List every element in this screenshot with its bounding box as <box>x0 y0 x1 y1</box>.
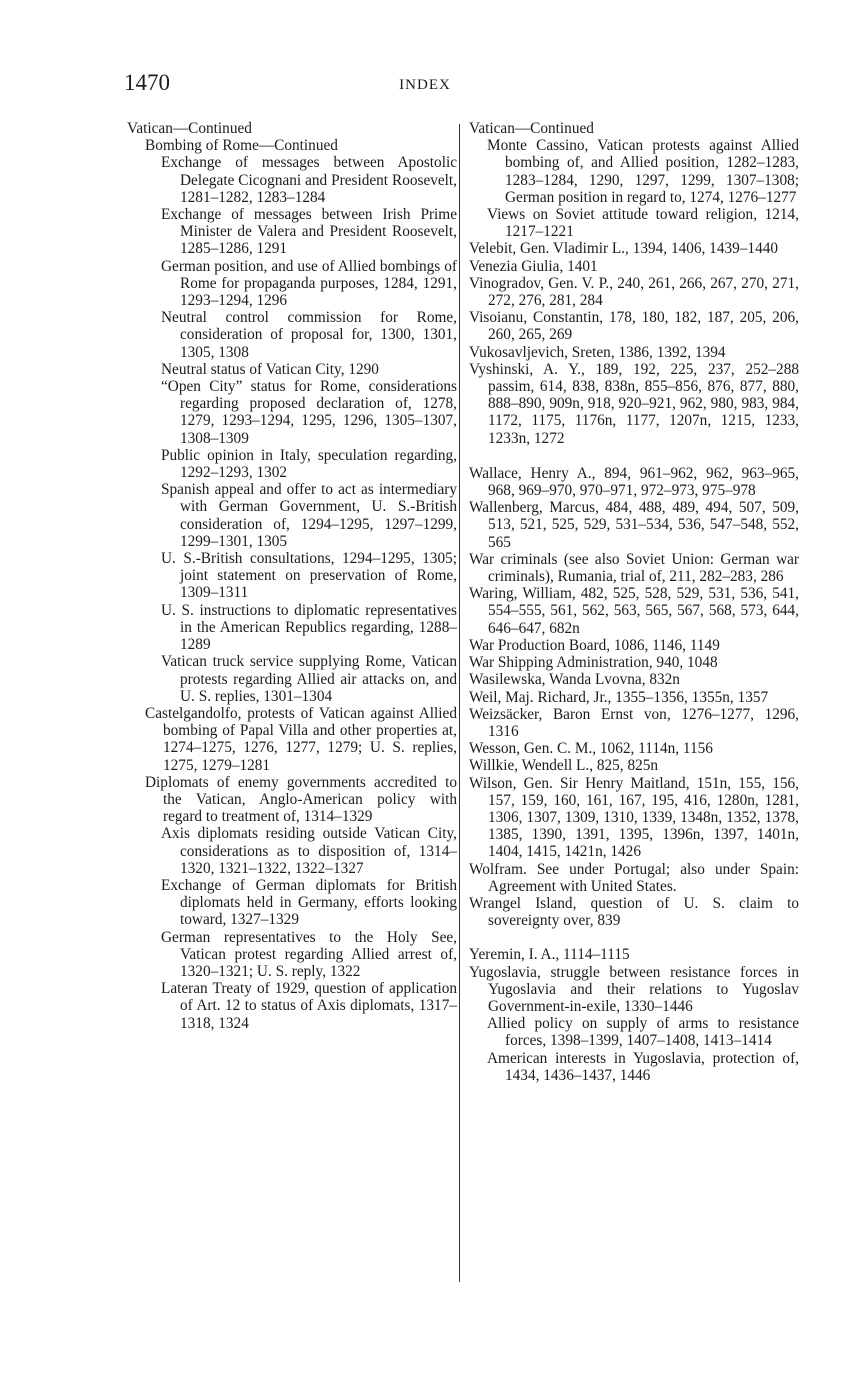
index-entry: War criminals (see also Soviet Union: German war criminals), Rumania, trial of, 211, 282–283, 286 <box>469 550 799 586</box>
index-subsubentry: Exchange of German diplomats for British diplomats held in Germany, efforts looking toward, 1327–1329 <box>161 876 457 929</box>
letter-group-gap <box>469 447 799 465</box>
index-subsubentry: Public opinion in Italy, speculation regarding, 1292–1293, 1302 <box>161 446 457 482</box>
letter-group-gap <box>469 929 799 946</box>
index-entry: Wallenberg, Marcus, 484, 488, 489, 494, 507, 509, 513, 521, 525, 529, 531–534, 536, 547–548, 552, 565 <box>469 499 799 551</box>
index-entry: Venezia Giulia, 1401 <box>469 257 598 275</box>
index-subentry: Castelgandolfo, protests of Vatican against Allied bombing of Papal Villa and other properties at, 1274–1275, 1276, 1277, 1279; U. S. replies, 1275, 1279–1281 <box>145 704 457 774</box>
index-entry: Willkie, Wendell L., 825, 825n <box>469 757 659 775</box>
index-subsubentry: Vatican truck service supplying Rome, Vatican protests regarding Allied air attacks on, and U. S. replies, 1301–1304 <box>161 653 457 705</box>
index-subsubentry: Spanish appeal and offer to act as intermediary with German Government, U. S.-British consideration of, 1294–1295, 1297–1299, 1299–1301, 1305 <box>161 481 457 550</box>
index-entry: Vatican—Continued <box>469 120 594 137</box>
index-subsubentry: Axis diplomats residing outside Vatican City, considerations as to disposition of, 1314–1320, 1321–1322, 1322–1327 <box>161 825 457 877</box>
index-entry: Wrangel Island, question of U. S. claim to sovereignty over, 839 <box>469 894 799 930</box>
page-header <box>0 70 850 110</box>
index-subentry: Views on Soviet attitude toward religion, 1214, 1217–1221 <box>487 206 799 241</box>
index-subsubentry: U. S.-British consultations, 1294–1295, 1305; joint statement on preservation of Rome, 1309–1311 <box>161 550 457 602</box>
index-entry: Weil, Maj. Richard, Jr., 1355–1356, 1355n, 1357 <box>469 688 769 706</box>
index-entry: Waring, William, 482, 525, 528, 529, 531, 536, 541, 554–555, 561, 562, 563, 565, 567, 568, 573, 644, 646–647, 682n <box>469 585 799 637</box>
index-subentry: American interests in Yugoslavia, protection of, 1434, 1436–1437, 1446 <box>487 1049 799 1084</box>
index-subsubentry: Lateran Treaty of 1929, question of application of Art. 12 to status of Axis diplomats, 1317–1318, 1324 <box>161 980 457 1032</box>
index-subsubentry: German position, and use of Allied bombings of Rome for propaganda purposes, 1284, 1291, 1293–1294, 1296 <box>161 257 457 310</box>
right-column <box>469 120 799 1084</box>
index-entry: Wesson, Gen. C. M., 1062, 1114n, 1156 <box>469 740 713 758</box>
index-entry: War Production Board, 1086, 1146, 1149 <box>469 636 720 654</box>
index-entry: Velebit, Gen. Vladimir L., 1394, 1406, 1439–1440 <box>469 240 779 258</box>
index-entry: Yugoslavia, struggle between resistance forces in Yugoslavia and their relations to Yugoslav Government-in-exile, 1330–1446 <box>469 963 799 1015</box>
index-entry: Wolfram. See under Portugal; also under Spain: Agreement with United States. <box>469 860 799 895</box>
column-divider <box>459 124 460 1282</box>
index-entry: Wasilewska, Wanda Lvovna, 832n <box>469 671 680 689</box>
index-subsubentry: German representatives to the Holy See, Vatican protest regarding Allied arrest of, 1320–1321; U. S. reply, 1322 <box>161 928 457 980</box>
index-entry: Vyshinski, A. Y., 189, 192, 225, 237, 252–288 passim, 614, 838, 838n, 855–856, 876, 877, 880, 888–890, 909n, 918, 920–921, 962, 980, 983, 984, 1172, 1175, 1176n, 1177, 1207n, 1215, 1233, 1233n, 1272 <box>469 360 799 447</box>
index-entry: Vatican—Continued <box>127 120 252 137</box>
index-entry: Yeremin, I. A., 1114–1115 <box>469 946 630 964</box>
index-subentry: Allied policy on supply of arms to resistance forces, 1398–1399, 1407–1408, 1413–1414 <box>487 1015 799 1050</box>
index-entry: Vukosavljevich, Sreten, 1386, 1392, 1394 <box>469 343 726 361</box>
index-entry: Weizsäcker, Baron Ernst von, 1276–1277, 1296, 1316 <box>469 705 799 740</box>
index-entry: Vinogradov, Gen. V. P., 240, 261, 266, 267, 270, 271, 272, 276, 281, 284 <box>469 274 799 310</box>
left-column <box>127 120 457 1032</box>
index-entry: Wallace, Henry A., 894, 961–962, 962, 963–965, 968, 969–970, 970–971, 972–973, 975–978 <box>469 464 799 500</box>
index-subsubentry: U. S. instructions to diplomatic representatives in the American Republics regarding, 1288–1289 <box>161 601 457 654</box>
index-entry: War Shipping Administration, 940, 1048 <box>469 654 718 672</box>
index-subsubentry: Exchange of messages between Irish Prime Minister de Valera and President Roosevelt, 1285–1286, 1291 <box>161 206 457 258</box>
index-subentry: Monte Cassino, Vatican protests against Allied bombing of, and Allied position, 1282–1283, 1283–1284, 1290, 1297, 1299, 1307–1308; German position in regard to, 1274, 1276–1277 <box>487 137 799 206</box>
index-subentry: Bombing of Rome—Continued <box>145 137 338 155</box>
index-subsubentry: Neutral control commission for Rome, consideration of proposal for, 1300, 1301, 1305, 1308 <box>161 309 457 361</box>
index-entry: Wilson, Gen. Sir Henry Maitland, 151n, 155, 156, 157, 159, 160, 161, 167, 195, 416, 1280n, 1281, 1306, 1307, 1309, 1310, 1339, 1348n, 1352, 1378, 1385, 1390, 1391, 1395, 1396n, 1397, 1401n, 1404, 1415, 1421n, 1426 <box>469 774 799 861</box>
index-subsubentry: Neutral status of Vatican City, 1290 <box>161 360 379 378</box>
index-subentry: Diplomats of enemy governments accredited to the Vatican, Anglo-American policy with regard to treatment of, 1314–1329 <box>145 773 457 826</box>
index-entry: Visoianu, Constantin, 178, 180, 182, 187, 205, 206, 260, 265, 269 <box>469 309 799 344</box>
page-title: INDEX <box>399 77 451 93</box>
index-subsubentry: “Open City” status for Rome, considerations regarding proposed declaration of, 1278, 1279, 1293–1294, 1295, 1296, 1305–1307, 1308–1309 <box>161 378 457 447</box>
index-subsubentry: Exchange of messages between Apostolic Delegate Cicognani and President Roosevelt, 1281–1282, 1283–1284 <box>161 154 457 206</box>
page-number: 1470 <box>124 70 170 95</box>
